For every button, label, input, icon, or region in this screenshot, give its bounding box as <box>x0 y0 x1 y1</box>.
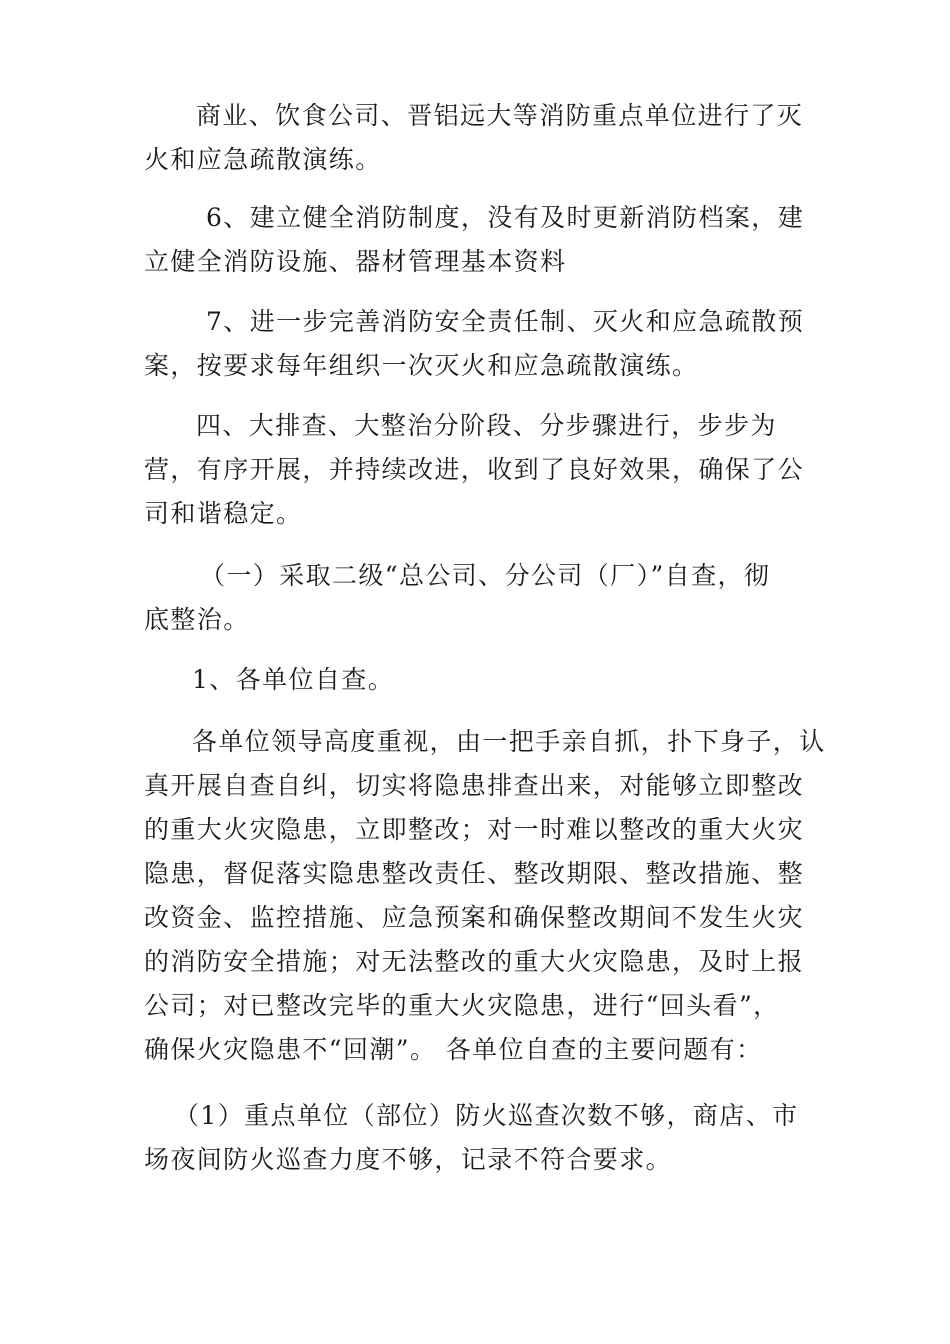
text-line: 公司；对已整改完毕的重大火灾隐患，进行“回头看”， <box>144 991 780 1020</box>
text-line: 改资金、监控措施、应急预案和确保整改期间不发生火灾 <box>144 903 805 932</box>
paragraph-section-four <box>144 404 824 536</box>
text-line: 1、各单位自查。 <box>192 665 395 694</box>
text-line: 案，按要求每年组织一次灭火和应急疏散演练。 <box>144 351 699 380</box>
text-line: 底整治。 <box>144 605 250 634</box>
text-line: 场夜间防火巡查力度不够，记录不符合要求。 <box>144 1145 673 1174</box>
paragraph-item-6 <box>144 196 824 284</box>
text-line: 火和应急疏散演练。 <box>144 145 382 174</box>
text-line: 的消防安全措施；对无法整改的重大火灾隐患，及时上报 <box>144 947 805 976</box>
text-line: 的重大火灾隐患，立即整改；对一时难以整改的重大火灾 <box>144 815 805 844</box>
text-line: （一）采取二级“总公司、分公司（厂）”自查，彻 <box>200 561 771 590</box>
text-line: 6、建立健全消防制度，没有及时更新消防档案，建 <box>206 203 805 232</box>
paragraph-self-check-heading <box>144 658 824 702</box>
paragraph-subsection-one <box>144 554 824 642</box>
paragraph-self-check-body <box>144 720 824 1072</box>
text-line: 确保火灾隐患不“回潮”。 各单位自查的主要问题有： <box>144 1035 763 1064</box>
paragraph-item-7 <box>144 300 824 388</box>
text-line: 真开展自查自纠，切实将隐患排查出来，对能够立即整改 <box>144 771 805 800</box>
text-line: 7、进一步完善消防安全责任制、灭火和应急疏散预 <box>206 307 805 336</box>
text-line: 各单位领导高度重视，由一把手亲自抓，扑下身子，认 <box>192 727 826 756</box>
text-line: （1）重点单位（部位）防火巡查次数不够，商店、市 <box>174 1101 799 1130</box>
paragraph-issue-1 <box>144 1094 824 1182</box>
text-line: 隐患，督促落实隐患整改责任、整改期限、整改措施、整 <box>144 859 805 888</box>
paragraph-drill-units <box>144 94 824 182</box>
text-line: 四、大排查、大整治分阶段、分步骤进行，步步为 <box>196 411 777 440</box>
text-line: 司和谐稳定。 <box>144 499 303 528</box>
text-line: 商业、饮食公司、晋铝远大等消防重点单位进行了灭 <box>196 101 804 130</box>
text-line: 营，有序开展，并持续改进，收到了良好效果，确保了公 <box>144 455 805 484</box>
text-line: 立健全消防设施、器材管理基本资料 <box>144 247 567 276</box>
